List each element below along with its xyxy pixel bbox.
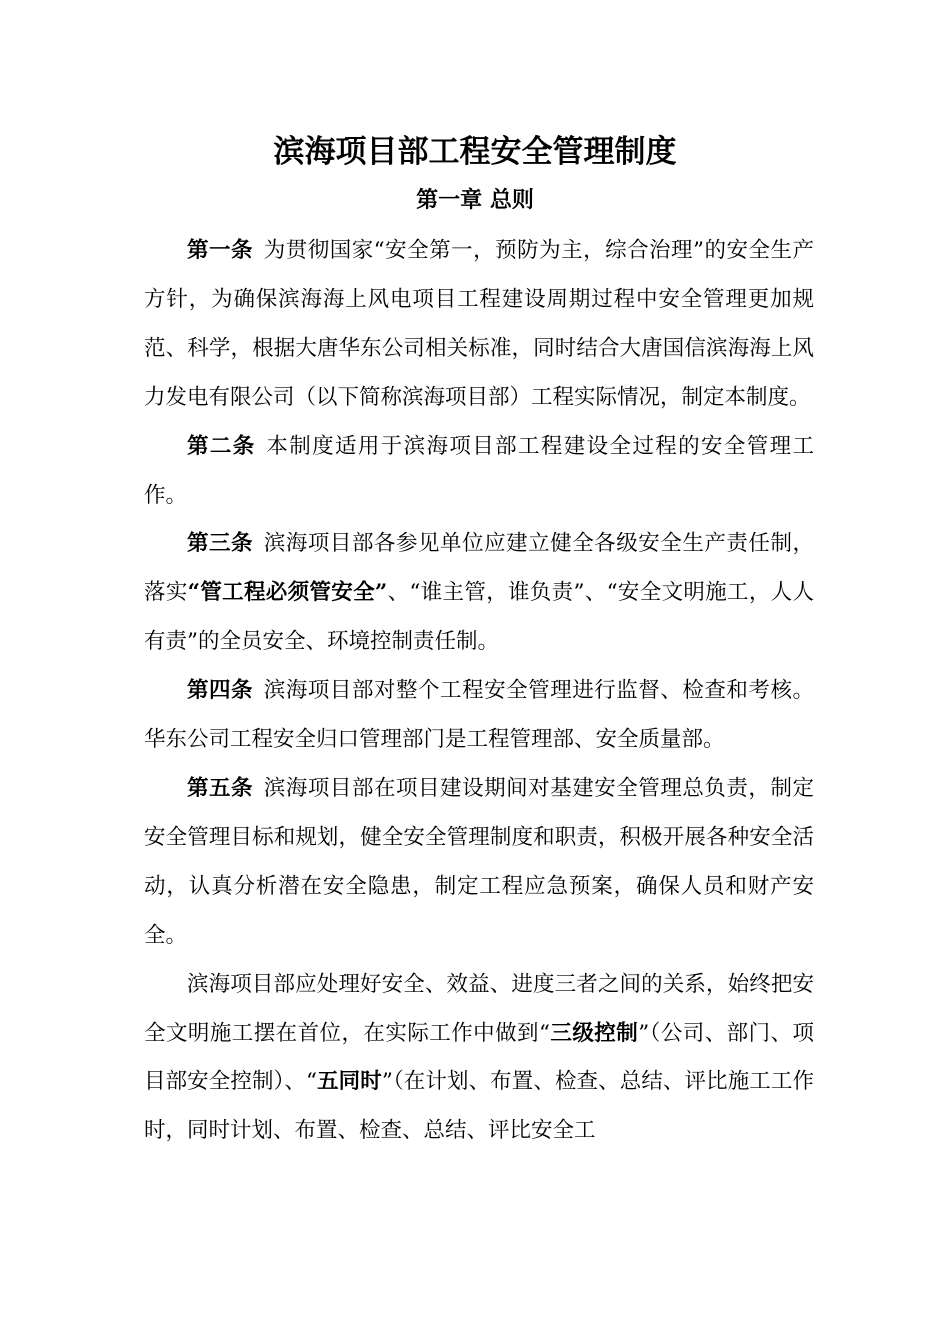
article-label: 第一条 — [187, 238, 253, 263]
article-text: 滨海项目部对整个工程安全管理进行监督、检查和考核。华东公司工程安全归口管理部门是工程管理部、安全质量部。 — [144, 678, 814, 753]
article-label: 第五条 — [187, 775, 254, 801]
article-3 — [144, 520, 814, 667]
paragraph-text: ”（在计划、布置、检查、总结、评比施工工作时，同时计划、布置、检查、总结、评比安全工 — [144, 1069, 814, 1144]
paragraph-text: 滨海项目部应处理好安全、效益、进度三者之间的关系，始终把安全文明施工摆在首位，在实际工作中做到“ — [144, 971, 814, 1046]
article-text: 本制度适用于滨海项目部工程建设全过程的安全管理工作。 — [144, 433, 814, 508]
emphasis-text: 三级控制 — [549, 1020, 639, 1046]
emphasis-text: 五同时 — [317, 1069, 382, 1095]
article-label: 第三条 — [187, 531, 254, 557]
article-2 — [144, 423, 814, 521]
article-text: 滨海项目部在项目建设期间对基建安全管理总负责，制定安全管理目标和规划，健全安全管理制度和职责，积极开展各种安全活动，认真分析潜在安全隐患，制定工程应急预案，确保人员和财产安全。 — [144, 775, 814, 948]
document-body — [144, 227, 814, 1156]
article-4 — [144, 667, 814, 765]
article-text: 、“谁主管，谁负责”、“安全文明施工，人人有责”的全员安全、环境控制责任制。 — [144, 580, 814, 655]
document-title: 滨海项目部工程安全管理制度 — [273, 134, 677, 170]
paragraph-text: ”（公司、部门、项目部安全控制）、“ — [144, 1020, 814, 1095]
emphasis-text: “管工程必须管安全” — [187, 580, 388, 606]
article-5 — [144, 765, 814, 961]
article-label: 第二条 — [187, 433, 256, 459]
closing-paragraph — [144, 961, 814, 1157]
article-text: 为贯彻国家“安全第一，预防为主，综合治理”的安全生产方针，为确保滨海海上风电项目工程建设周期过程中安全管理更加规范、科学，根据大唐华东公司相关标准，同时结合大唐国信滨海海上风力发电有限公司（以下简称滨海项目部）工程实际情况，制定本制度。 — [144, 238, 814, 410]
article-label: 第四条 — [187, 678, 254, 704]
article-text: 滨海项目部各参见单位应建立健全各级安全生产责任制，落实 — [144, 531, 814, 606]
article-1 — [144, 227, 814, 423]
chapter-heading: 第一章 总则 — [416, 187, 534, 213]
